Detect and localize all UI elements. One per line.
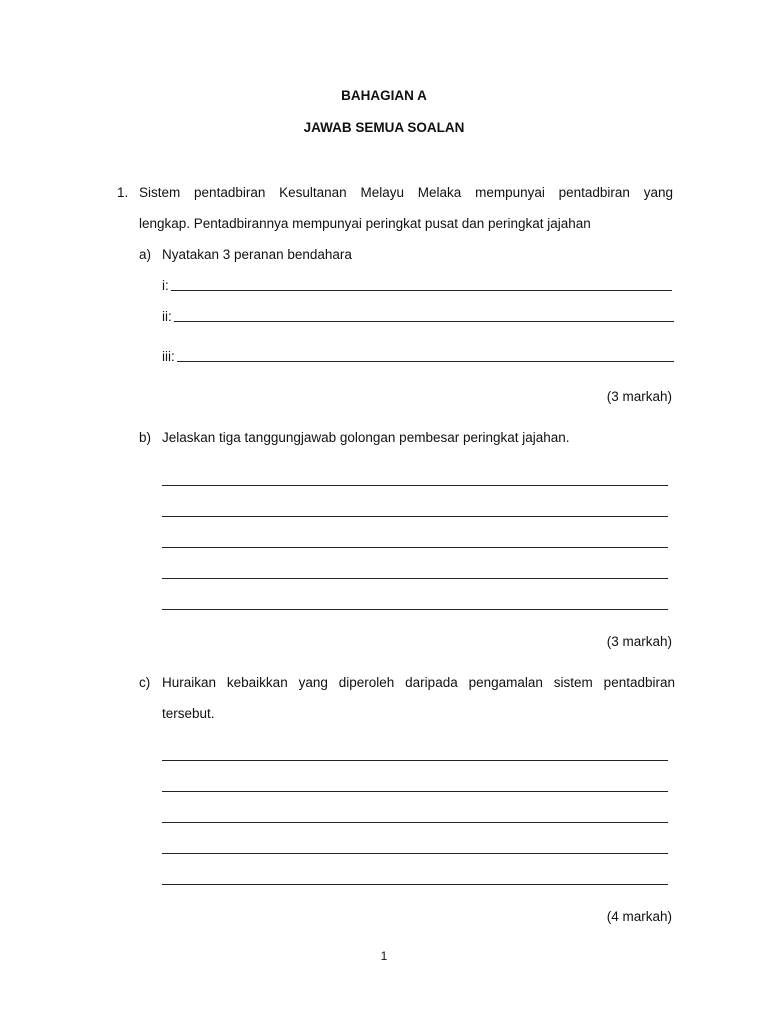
page-number: 1 (380, 949, 388, 963)
part-b-question: Jelaskan tiga tanggungjawab golongan pembesar peringkat jajahan. (162, 430, 570, 445)
question-stem-line-2: lengkap. Pentadbirannya mempunyai peringkat pusat dan peringkat jajahan (139, 216, 591, 231)
part-c-marks: (4 markah) (606, 909, 672, 924)
question-number: 1. (117, 185, 129, 200)
part-a-question: Nyatakan 3 peranan bendahara (162, 247, 352, 262)
part-c-letter: c) (139, 675, 151, 690)
answer-label-iii: iii: (162, 349, 175, 364)
part-b-letter: b) (139, 430, 152, 445)
answer-rule-iii (177, 361, 674, 362)
answer-rule-ii (174, 321, 674, 322)
part-a-letter: a) (139, 247, 152, 262)
part-b-answer-line-2[interactable] (162, 516, 668, 517)
instruction-title: JAWAB SEMUA SOALAN (303, 120, 465, 135)
answer-label-i: i: (162, 278, 169, 293)
answer-label-ii: ii: (162, 309, 172, 324)
question-stem-line-1: Sistem pentadbiran Kesultanan Melayu Melaka mempunyai pentadbiran yang (139, 185, 673, 200)
part-c-answer-line-3[interactable] (162, 822, 668, 823)
section-title: BAHAGIAN A (341, 88, 427, 103)
part-c-answer-line-4[interactable] (162, 853, 668, 854)
answer-rule-i (171, 290, 672, 291)
part-c-question-line-1: Huraikan kebaikkan yang diperoleh daripada pengamalan sistem pentadbiran (162, 675, 675, 690)
part-b-marks: (3 markah) (606, 634, 672, 649)
answer-line-i[interactable] (162, 278, 672, 293)
answer-line-iii[interactable] (162, 349, 674, 364)
part-a-marks: (3 markah) (606, 389, 672, 404)
part-b-answer-line-3[interactable] (162, 547, 668, 548)
part-b-answer-line-5[interactable] (162, 609, 668, 610)
answer-line-ii[interactable] (162, 309, 674, 324)
part-c-answer-line-5[interactable] (162, 884, 668, 885)
part-c-question-line-2: tersebut. (162, 706, 215, 721)
part-c-answer-line-2[interactable] (162, 791, 668, 792)
part-b-answer-line-4[interactable] (162, 578, 668, 579)
part-c-answer-line-1[interactable] (162, 760, 668, 761)
part-b-answer-line-1[interactable] (162, 485, 668, 486)
